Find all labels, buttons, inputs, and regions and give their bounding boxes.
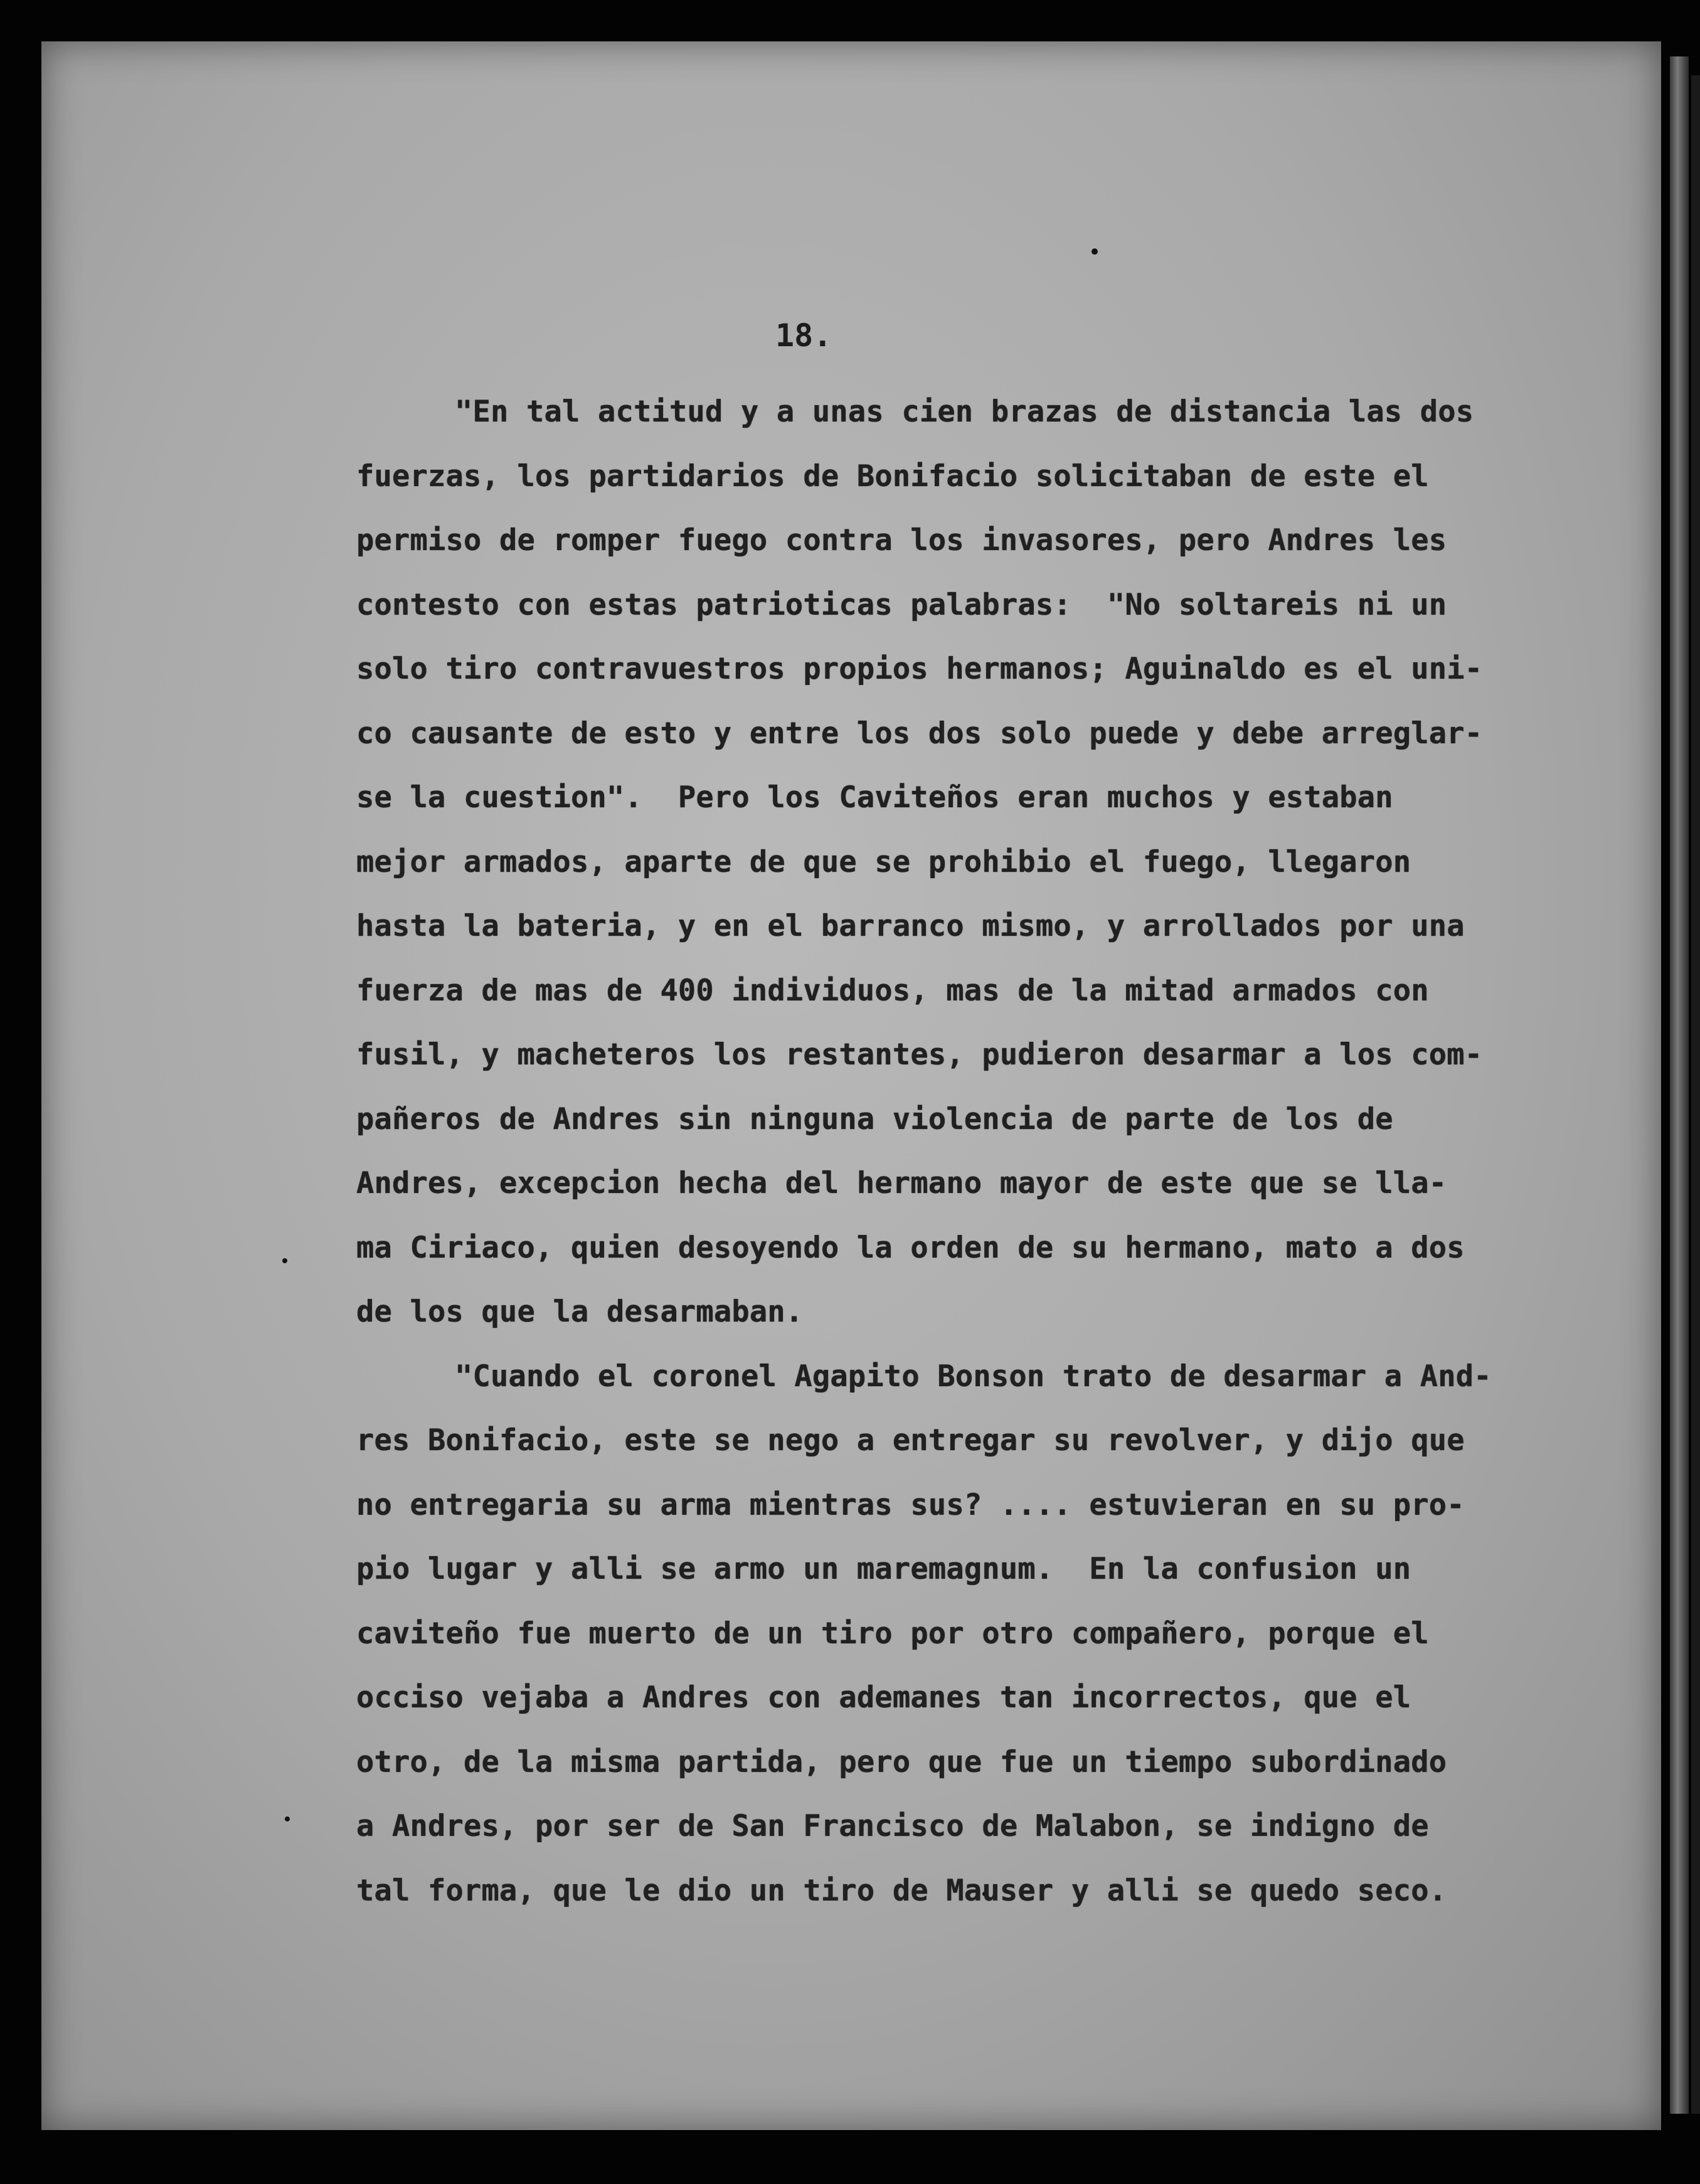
page-edge: [1670, 56, 1689, 2114]
text-line: mejor armados, aparte de que se prohibio el fuego, llegaron: [356, 844, 1411, 879]
text-line: a Andres, por ser de San Francisco de Malabon, se indigno de: [356, 1809, 1429, 1843]
ink-speck: [1092, 248, 1098, 255]
body-text: [356, 380, 1580, 1923]
text-line: "Cuando el coronel Agapito Bonson trato de desarmar a And-: [455, 1359, 1492, 1394]
text-line: fusil, y macheteros los restantes, pudieron desarmar a los com-: [356, 1037, 1483, 1072]
text-line: se la cuestion". Pero los Caviteños eran muchos y estaban: [356, 780, 1393, 815]
text-line: otro, de la misma partida, pero que fue un tiempo subordinado: [356, 1744, 1447, 1779]
text-line: pañeros de Andres sin ninguna violencia de parte de los de: [356, 1101, 1393, 1137]
text-line: caviteño fue muerto de un tiro por otro compañero, porque el: [356, 1616, 1429, 1651]
text-line: Andres, excepcion hecha del hermano mayor de este que se lla-: [356, 1166, 1447, 1201]
ink-speck: [285, 1816, 290, 1821]
text-line: fuerza de mas de 400 individuos, mas de la mitad armados con: [356, 973, 1429, 1008]
text-line: tal forma, que le dio un tiro de Mauser y alli se quedo seco.: [356, 1873, 1447, 1908]
page-edge-shadow: [1691, 75, 1700, 2114]
text-line: occiso vejaba a Andres con ademanes tan incorrectos, que el: [356, 1680, 1411, 1715]
ink-speck: [282, 1258, 287, 1263]
text-line: solo tiro contravuestros propios hermanos; Aguinaldo es el uni-: [356, 652, 1483, 686]
paragraph: [356, 380, 1580, 1345]
text-line: ma Ciriaco, quien desoyendo la orden de su hermano, mato a dos: [356, 1230, 1465, 1265]
document-page: [41, 41, 1661, 2130]
text-line: pio lugar y alli se armo un maremagnum. En la confusion un: [356, 1552, 1411, 1586]
text-line: hasta la bateria, y en el barranco mismo, y arrollados por una: [356, 909, 1465, 943]
text-line: no entregaria su arma mientras sus? .... estuvieran en su pro-: [356, 1487, 1465, 1522]
text-line: contesto con estas patrioticas palabras: "No soltareis ni un: [356, 587, 1447, 622]
page-number: 18.: [775, 317, 832, 354]
text-line: res Bonifacio, este se nego a entregar su revolver, y dijo que: [356, 1423, 1465, 1458]
text-line: fuerzas, los partidarios de Bonifacio solicitaban de este el: [356, 459, 1429, 494]
text-line: co causante de esto y entre los dos solo puede y debe arreglar-: [356, 716, 1483, 751]
text-line: permiso de romper fuego contra los invasores, pero Andres les: [356, 523, 1447, 558]
text-line: "En tal actitud y a unas cien brazas de distancia las dos: [455, 395, 1474, 429]
text-line: de los que la desarmaban.: [356, 1295, 804, 1329]
paragraph: [356, 1345, 1580, 1924]
